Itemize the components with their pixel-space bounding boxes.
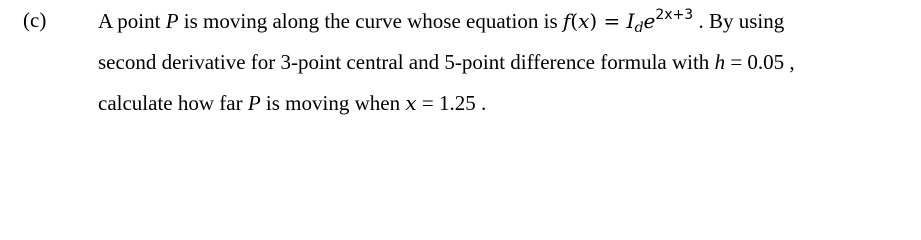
variable-p: P [247, 91, 261, 115]
variable-x: x [405, 91, 417, 115]
x-value: = 1.25 . [421, 91, 487, 115]
function-expression [562, 7, 694, 36]
question-line-1 [98, 9, 784, 36]
question-line-2 [98, 50, 795, 74]
variable-x: x [578, 9, 590, 33]
constant-i: I [626, 9, 635, 33]
text-segment: is moving when [265, 91, 401, 115]
function-name: f [562, 9, 571, 33]
paren-open: ( [570, 9, 579, 33]
equals-sign: ) = [589, 9, 621, 33]
text-segment: second derivative for 3-point central and 5-point difference formula with [98, 50, 710, 74]
question-label: (c) [23, 8, 47, 32]
question-line-3 [98, 91, 486, 115]
text-segment: is moving along the curve whose equation is [183, 9, 558, 33]
exponent: 2x+3 [655, 7, 694, 23]
h-value: = 0.05 , [730, 50, 795, 74]
subscript-d: d [634, 20, 644, 36]
exponential-e: e [643, 9, 656, 33]
text-segment: calculate how far [98, 91, 243, 115]
text-segment: . By using [698, 9, 785, 33]
text-segment: A point [98, 9, 161, 33]
variable-h: h [714, 50, 726, 74]
variable-p: P [165, 9, 179, 33]
